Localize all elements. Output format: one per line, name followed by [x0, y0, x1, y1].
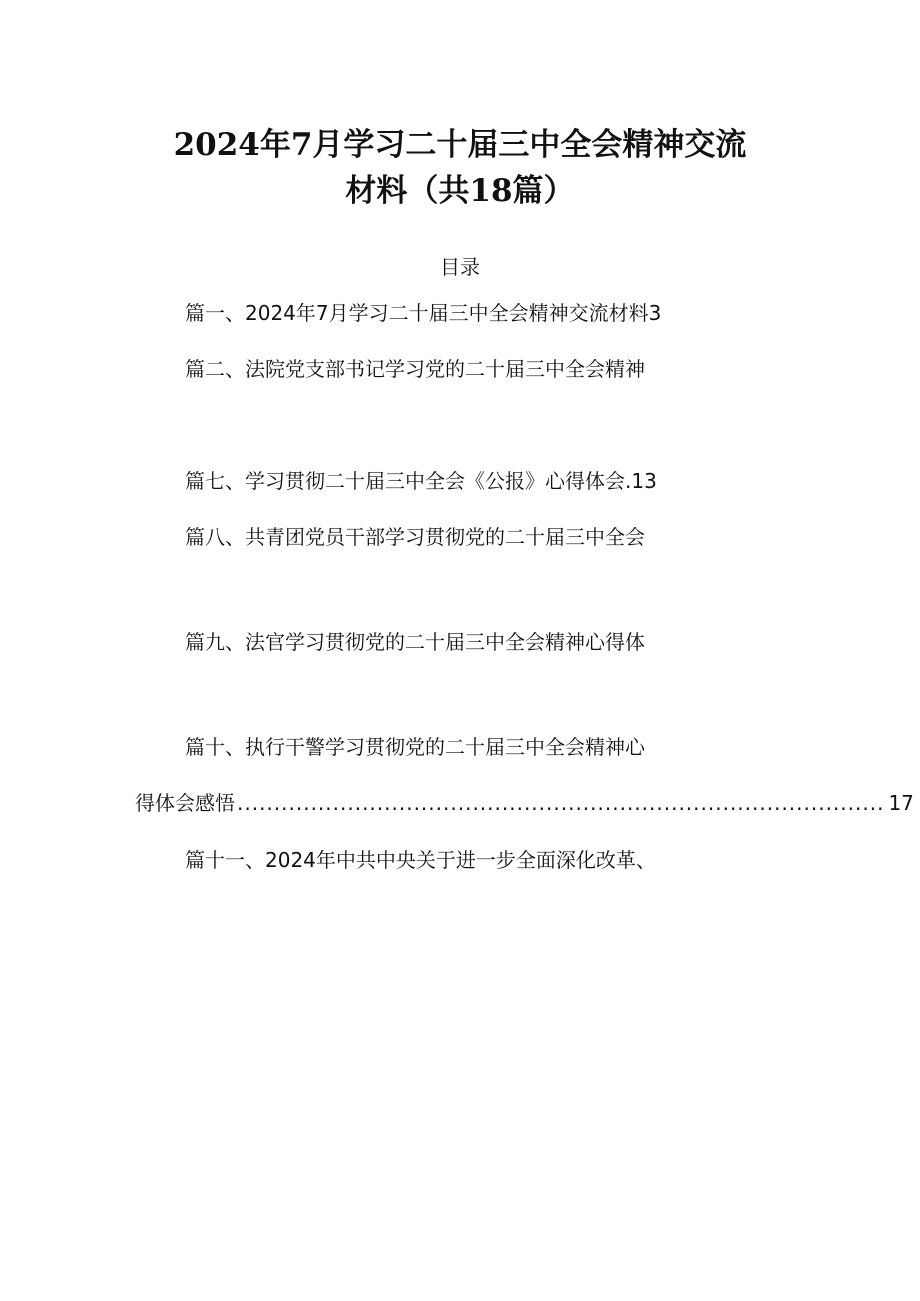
document-title-line-2: 材料（共18篇） [345, 173, 575, 209]
toc-entry[interactable]: 篇七、学习贯彻二十届三中全会《公报》心得体会.13 [185, 469, 657, 493]
toc-entry[interactable]: 篇十、执行干警学习贯彻党的二十届三中全会精神心 [185, 735, 645, 759]
toc-page-number: 17 [888, 791, 914, 815]
toc-entry-text: 得体会感悟 [135, 791, 235, 815]
toc-heading: 目录 [440, 255, 480, 279]
toc-entry[interactable]: 篇八、共青团党员干部学习贯彻党的二十届三中全会 [185, 525, 645, 549]
toc-entry-continuation[interactable] [135, 788, 914, 818]
toc-entry[interactable]: 篇十一、2024年中共中央关于进一步全面深化改革、 [185, 848, 656, 872]
toc-entry[interactable]: 篇九、法官学习贯彻党的二十届三中全会精神心得体 [185, 630, 645, 654]
toc-entry[interactable]: 篇二、法院党支部书记学习党的二十届三中全会精神 [185, 357, 645, 381]
toc-dot-leader: ........................................................................................ [237, 791, 885, 815]
toc-entry[interactable]: 篇一、2024年7月学习二十届三中全会精神交流材料3 [185, 301, 662, 325]
document-title-line-1: 2024年7月学习二十届三中全会精神交流 [173, 127, 747, 163]
